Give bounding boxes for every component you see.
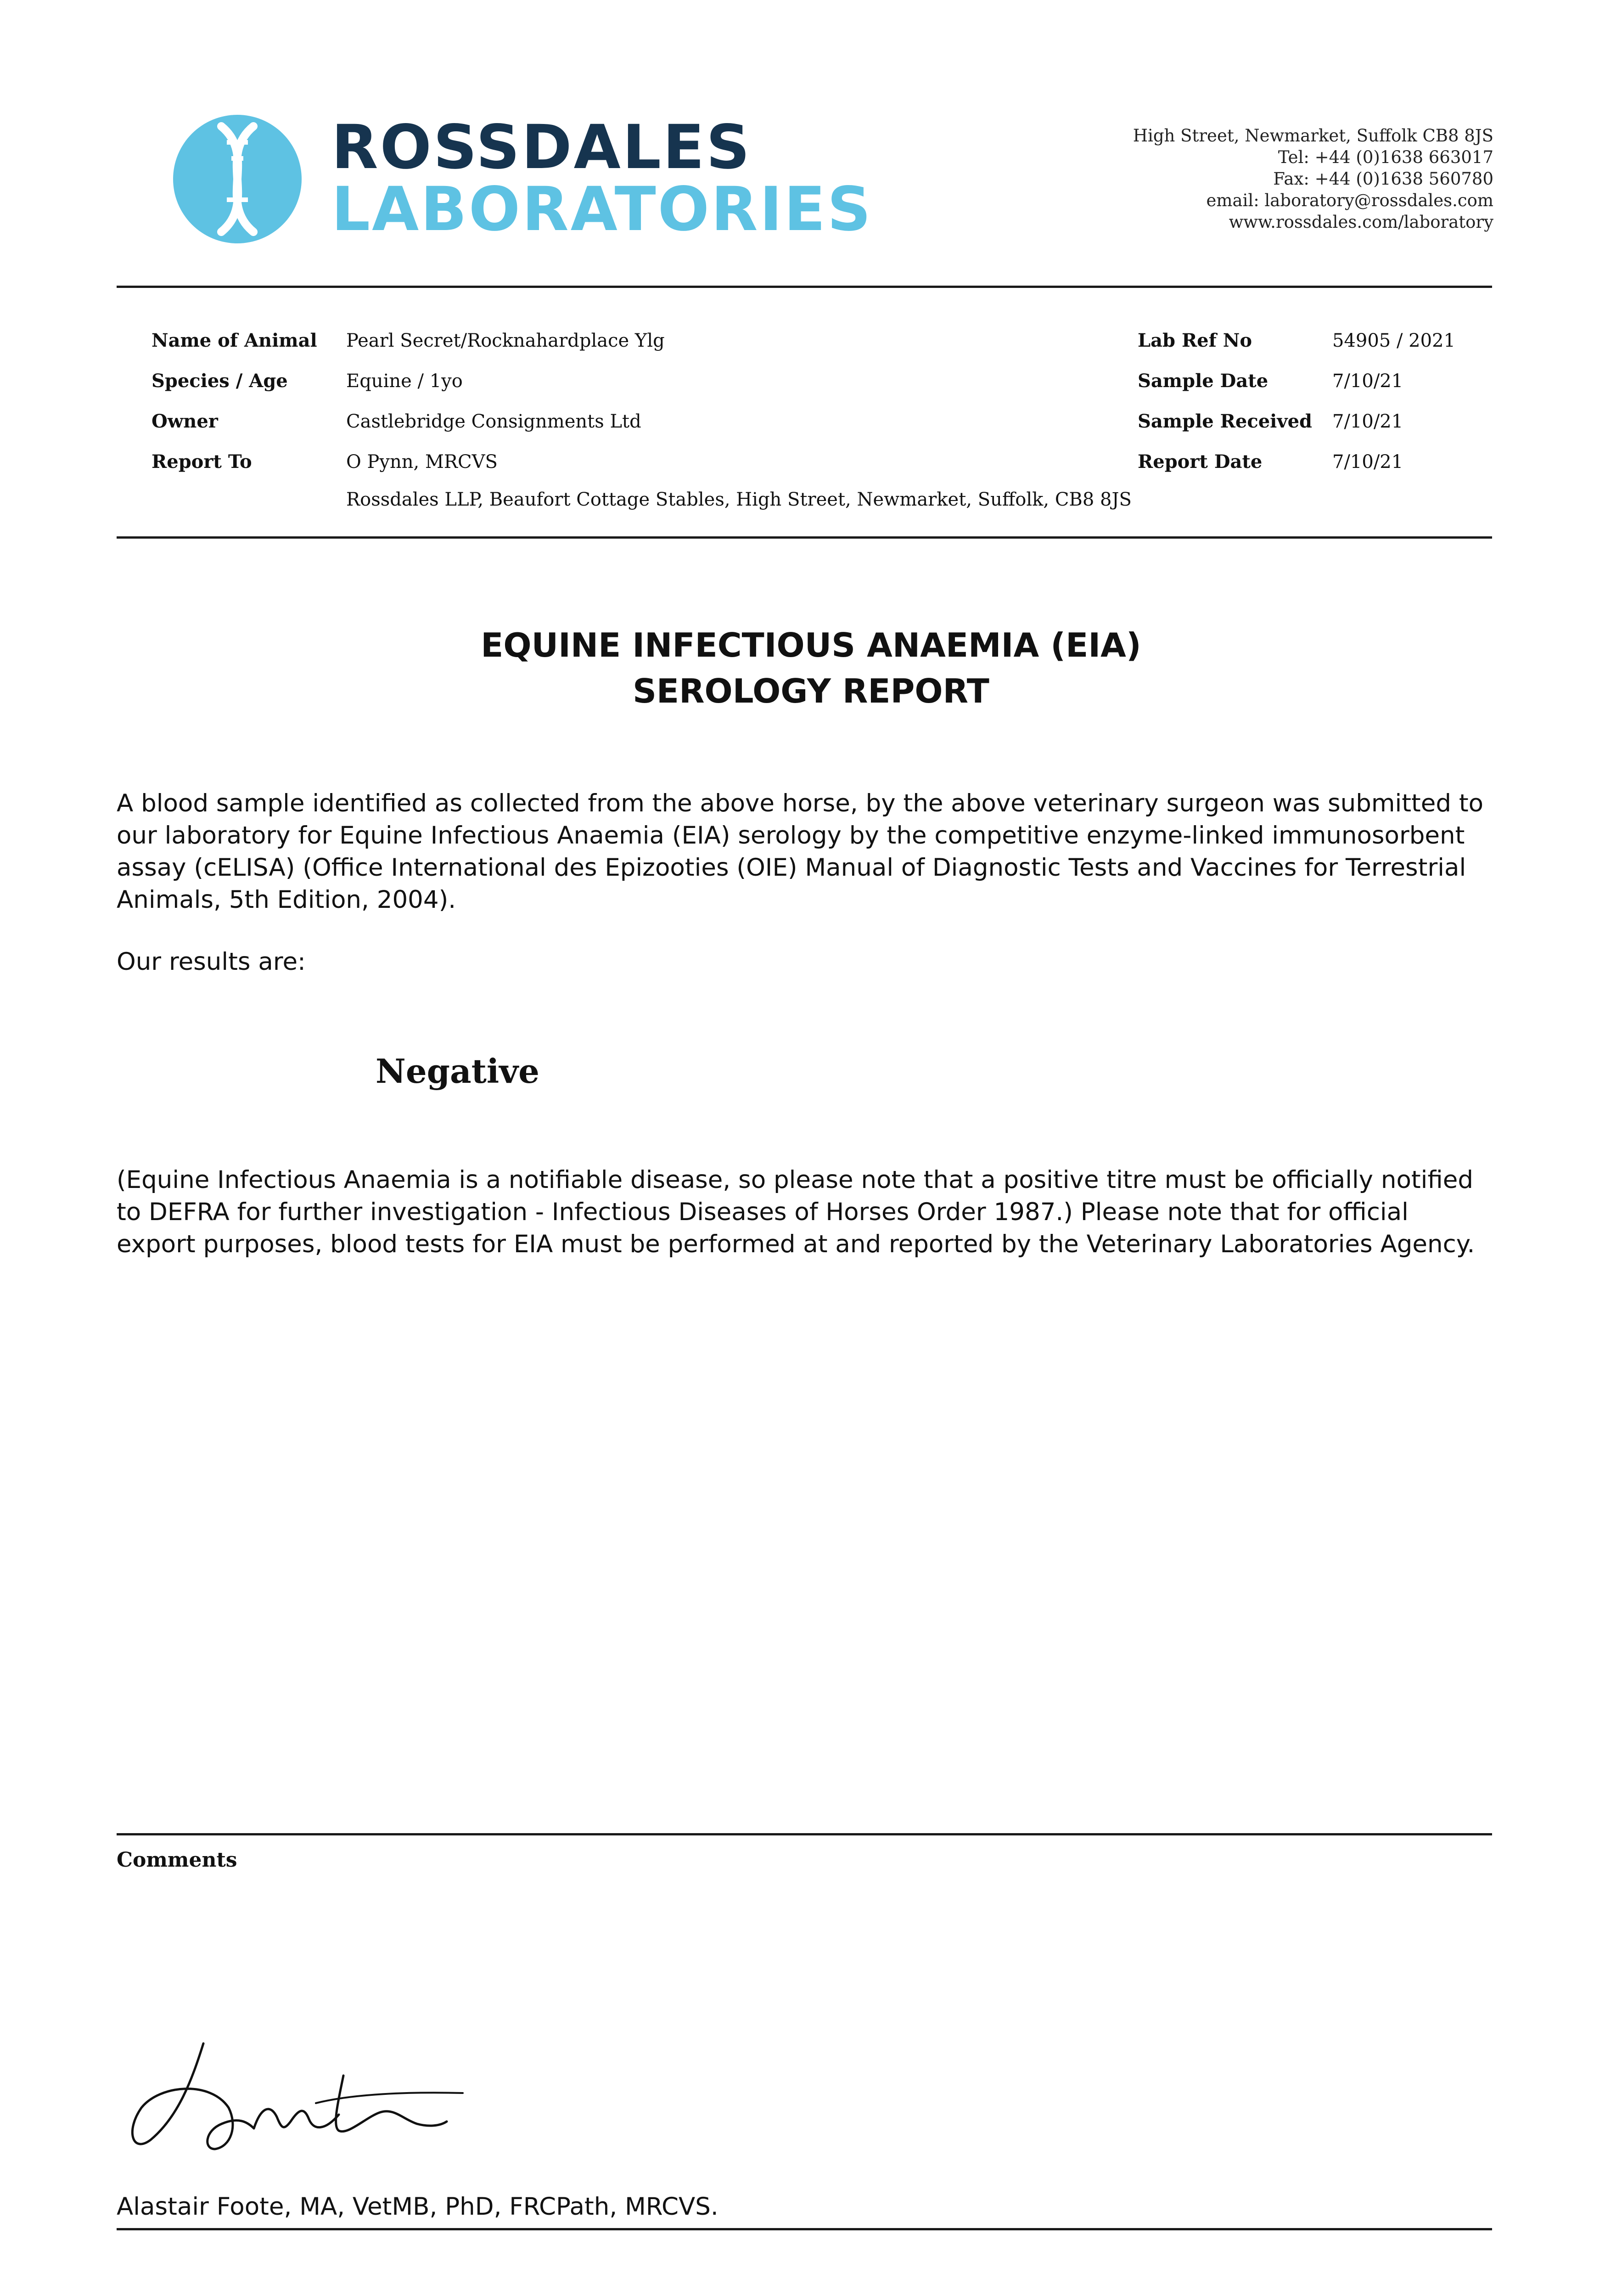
dna-helix-icon	[171, 113, 304, 246]
divider	[117, 1833, 1492, 1835]
value-sample-received: 7/10/21	[1332, 411, 1403, 432]
divider	[117, 286, 1492, 288]
signatory-name: Alastair Foote, MA, VetMB, PhD, FRCPath, MRCVS.	[117, 2193, 718, 2221]
value-report-to: O Pynn, MRCVS	[346, 451, 498, 473]
label-report-date: Report Date	[1138, 451, 1263, 473]
value-name-of-animal: Pearl Secret/Rocknahardplace Ylg	[346, 330, 665, 351]
notice-paragraph: (Equine Infectious Anaemia is a notifiable disease, so please note that a positive titre must be officially notified to DEFRA for further investigation - Infectious Diseases of Horses Order 1987.) Please note that for official export purposes, blood tests for EIA must be performed at and reported by the Veterinary Laboratories Agency.	[117, 1166, 1475, 1258]
label-sample-received: Sample Received	[1138, 411, 1313, 432]
report-title-line2: SEROLOGY REPORT	[633, 672, 989, 710]
report-title-line1: EQUINE INFECTIOUS ANAEMIA (EIA)	[481, 626, 1141, 664]
contact-email: email: laboratory@rossdales.com	[1206, 191, 1493, 210]
brand-name-line2: LABORATORIES	[331, 174, 873, 245]
signature	[123, 2039, 472, 2163]
value-lab-ref: 54905 / 2021	[1332, 330, 1455, 351]
result-value: Negative	[376, 1052, 539, 1091]
contact-tel: Tel: +44 (0)1638 663017	[1278, 147, 1493, 167]
label-report-to: Report To	[152, 451, 252, 473]
contact-address: High Street, Newmarket, Suffolk CB8 8JS	[1133, 126, 1493, 146]
value-owner: Castlebridge Consignments Ltd	[346, 411, 641, 432]
comments-label: Comments	[117, 1848, 237, 1872]
results-intro: Our results are:	[117, 948, 306, 976]
value-report-date: 7/10/21	[1332, 451, 1403, 473]
divider	[117, 2228, 1492, 2230]
label-lab-ref: Lab Ref No	[1138, 330, 1252, 351]
label-owner: Owner	[152, 411, 218, 432]
label-name-of-animal: Name of Animal	[152, 330, 317, 351]
value-species-age: Equine / 1yo	[346, 371, 463, 392]
label-species-age: Species / Age	[152, 370, 288, 392]
value-report-to-address: Rossdales LLP, Beaufort Cottage Stables, High Street, Newmarket, Suffolk, CB8 8JS	[346, 489, 1132, 510]
contact-fax: Fax: +44 (0)1638 560780	[1273, 169, 1493, 189]
value-sample-date: 7/10/21	[1332, 371, 1403, 392]
label-sample-date: Sample Date	[1138, 370, 1268, 392]
intro-paragraph: A blood sample identified as collected from the above horse, by the above veterinary surgeon was submitted to our laboratory for Equine Infectious Anaemia (EIA) serology by the competitive enzyme-linked immunosorbent assay (cELISA) (Office International des Epizooties (OIE) Manual of Diagnostic Tests and Vaccines for Terrestrial Animals, 5th Edition, 2004).	[117, 789, 1484, 914]
contact-web: www.rossdales.com/laboratory	[1229, 212, 1493, 232]
divider	[117, 536, 1492, 539]
contact-block	[1133, 125, 1493, 233]
brand-name-line1: ROSSDALES	[331, 112, 752, 183]
